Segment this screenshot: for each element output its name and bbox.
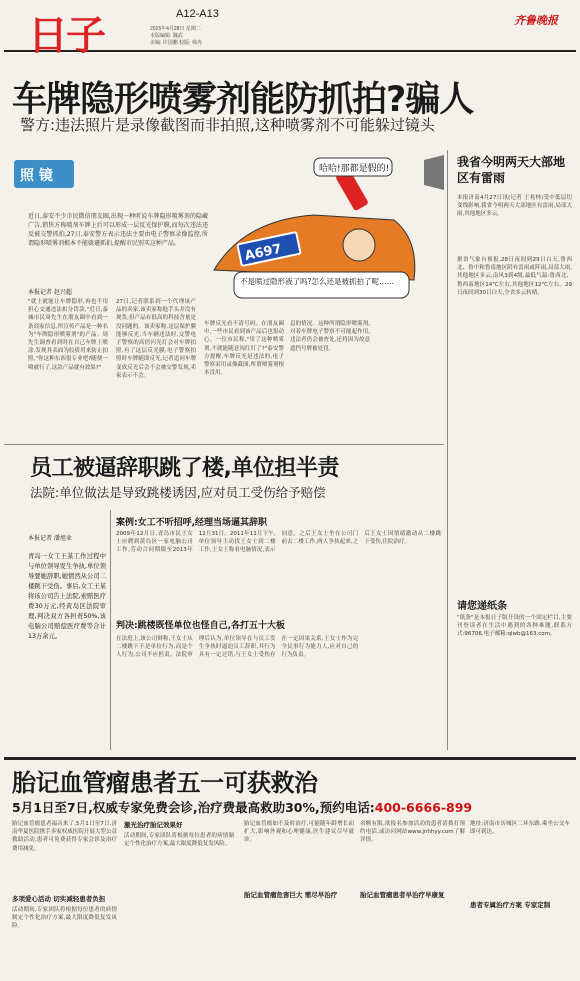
ad-col4-head: 胎记血管瘤患者早治疗早康复 [360, 891, 445, 899]
story2-byline: 本报记者 潘旭业 [28, 535, 72, 542]
note-column-title: 请您递纸条 [457, 601, 507, 612]
story1-headline: 车牌隐形喷雾剂能防抓拍?骗人 [12, 80, 474, 120]
story1-byline: 本报记者 赵兴超 [28, 289, 72, 296]
note-column-body: "纸条"是本报日子版开设的一个固定栏目,主要刊登读者在生活中遇到的各种难题,联系方式:96706,电子邮箱:qlwb@163.com。 [457, 615, 572, 638]
weather-body: 据省气象台预报,28日夜间到29日白天,鲁西北、鲁中和鲁南地区阴有雷雨或阵雨,局部大雨,其他地区多云,南风3到4级,最低气温:鲁西北、鲁西南地区14℃左右,其他地区12℃左右。29日夜间到30日白天,全省多云转晴。 [457, 257, 572, 296]
section-b-title: 判决:跳楼既怪单位也怪自己,各打五十大板 [116, 621, 286, 631]
license-plate: A697 [243, 241, 284, 264]
weather-headline: 我省今明两天大部地区有雷雨 [457, 155, 566, 185]
story2-body-a: 2009年12月日,青岛市民王女士应聘到黄岛区一家电脑公司工作,劳动合同期限至2013年12月31日。2011年11月下午,单位领导主动找王女士到二楼工作,王女士称看电脑情况,表示同意。之后王女士坐在公司门前去二楼工作,两人争执起来,之后王女士因情绪激动从二楼跳下受伤,住院治疗。 [116, 531, 441, 554]
newspaper-brand: 齐鲁晚报 [514, 14, 558, 27]
ad-col5: 地址:济南市历城区二环东路,乘坐公交车即可到达。 [470, 821, 570, 836]
story1-lead: 近日,泰安不少市民微信朋友圈,出现一种听说车牌隐形喷雾剂的隐藏广告,销售方称喷剂车牌上后可以形成一层反光保护膜,而每次违法违反被交警抓拍,27日,泰安警方表示违法主要由电子警察录像监控,所谓隐形喷雾剂根本不能躲避抓拍,提醒市民别买这种产品。 [28, 213, 208, 247]
dateline [150, 26, 202, 47]
editor-credit: 本版编辑: 魏武 [150, 33, 183, 39]
story2-body-b: 在法庭上,该公司辩称,王女士从二楼跳下不是单位行为,而是个人行为,公司不应担责。法院审理后认为,单位领导在与员工发生争执时逼迫员工辞职,其行为具有一定过错,与王女士受伤存在一定因果关系,王女士作为完全民事行为能力人,应对自己的行为负责。 [116, 636, 359, 659]
ad-col3-head: 胎记血管瘤危害巨大 需尽早治疗 [244, 891, 338, 899]
story1-col3: 车牌反光看不清号码。在朋友圈中,一些市民看到该产品后也很动心。一位市民称,"用了这种喷雾剂,不就能随意闯红灯了?"泰安警方提醒,车牌反光是违法的,电子警察采用录像截图,所谓喷雾剂根本没用。 [204, 321, 284, 377]
ad-subhead: 5月1日至7日,权威专家免费会诊,治疗费最高救助30%,预约电话:400-6666-899 [12, 800, 473, 815]
story1-col1: "就上就能让车牌隐形,再也不用担心交通违法扣分罚款,"近日,泰城市民周先生在朋友圈中看到一条商家信息,所宣传产品是一种名为"车牌隐形喷雾剂"的产品。周先生调查看到时在自己车牌上喷涂,发现其表面为胶质用来防止拍照,"你这种东西很专业吧?随便一喷就行了,这款产品就有效果?" [28, 299, 108, 371]
story2-lead: 青岛一女工王某工作过程中与单位领导发生争执,单位领导要她辞职,她情然从公司二楼跳下受伤。事后,女工王某将该公司告上法院,索赔医疗费30万元,经黄岛区法院审理,判决双方各担责50%,该电脑公司赔偿医疗费等合计13万余元。 [28, 553, 106, 640]
bubble-top: 哈哈!那都是假的! [319, 164, 390, 174]
masthead [4, 4, 576, 59]
ad-col1-head: 多项爱心活动 切实减轻患者负担 [12, 895, 106, 903]
bubble-bottom: 不是喷过隐形液了吗?怎么还是被抓拍了呢…… [240, 277, 394, 286]
ad-col1b: 活动期间,专家团队将根据每位患者的病情制定个性化治疗方案,最大限度降低复发风险。 [12, 907, 117, 930]
story1-col4: 息的情况。这种所谓隐形喷雾剂,对着车牌电子警察不可能起作用,违法者仍会被查处,还将因为故意遮挡号牌被处罚。 [290, 321, 370, 352]
ad-col2: 活动期间,专家团队将根据每位患者的病情制定个性化治疗方案,最大限度降低复发风险。 [124, 833, 234, 848]
ad-col4: 名额有限,欲报名参加活动的患者请拨打预约电话,或访问网站www.jnhhyy.com了解详情。 [360, 821, 465, 844]
story1-col2: 27日,记者联系到一个代理该产品的卖家,该卖家称他手头并没有现货,但产品有很高的科技含量是没问题的。该卖家称,这层保护膜能够反光,当车辆违法时,交警电子警察的高倍闪光灯会对车牌拍照,有了这层反光膜,电子警察拍照时车牌随即反光,记者追问车牌变成反光后会不会被交警发现,卖家表示不会。 [116, 299, 196, 379]
section-a-title: 案例:女工不听招呼,经理当场逼其辞职 [116, 518, 268, 528]
story2-headline: 员工被逼辞职跳了楼,单位担半责 [30, 456, 339, 481]
story1-subhead: 警方:违法照片是录像截图而非拍照,这种喷雾剂不可能躲过镜头 [20, 116, 435, 134]
ad-col3: 胎记血管瘤如不及时治疗,可能随年龄增长而扩大,影响外观和心理健康,医生建议尽早就诊。 [244, 821, 354, 844]
section-divider [4, 444, 444, 445]
advertisement [4, 757, 576, 977]
ad-col5-head: 患者专属治疗方案 专家定制 [470, 901, 551, 909]
column-tag: 照 镜 [20, 168, 53, 184]
issue-date: 2015年4月28日 星期二 [150, 26, 201, 32]
story2-divider [110, 510, 111, 750]
ad-headline: 胎记血管瘤患者五一可获救治 [12, 769, 318, 797]
column-divider [447, 150, 448, 750]
page-numbers: A12-A13 [176, 8, 219, 20]
ad-col2-head: 激光治疗胎记效果好 [124, 821, 183, 829]
ad-col1: 胎记血管瘤患者福音来了,5月1日至7日,济南华夏医院携手多家权威医院开展大型公益救助活动,患者可免费获得专家会诊及治疗费用减免。 [12, 821, 117, 852]
weather-lead: 本报济南4月27日讯(记者 王兆林)受中低层切变线影响,我省今明两天大部地区有雷雨,局部大雨,其他地区多云。 [457, 195, 572, 218]
designer-credit: 美编: 许国鹏 校版: 韩冉 [150, 40, 202, 46]
story2-subhead: 法院:单位做法是导致跳楼诱因,应对员工受伤给予赔偿 [30, 485, 326, 500]
section-logo: 日子 [28, 12, 104, 59]
